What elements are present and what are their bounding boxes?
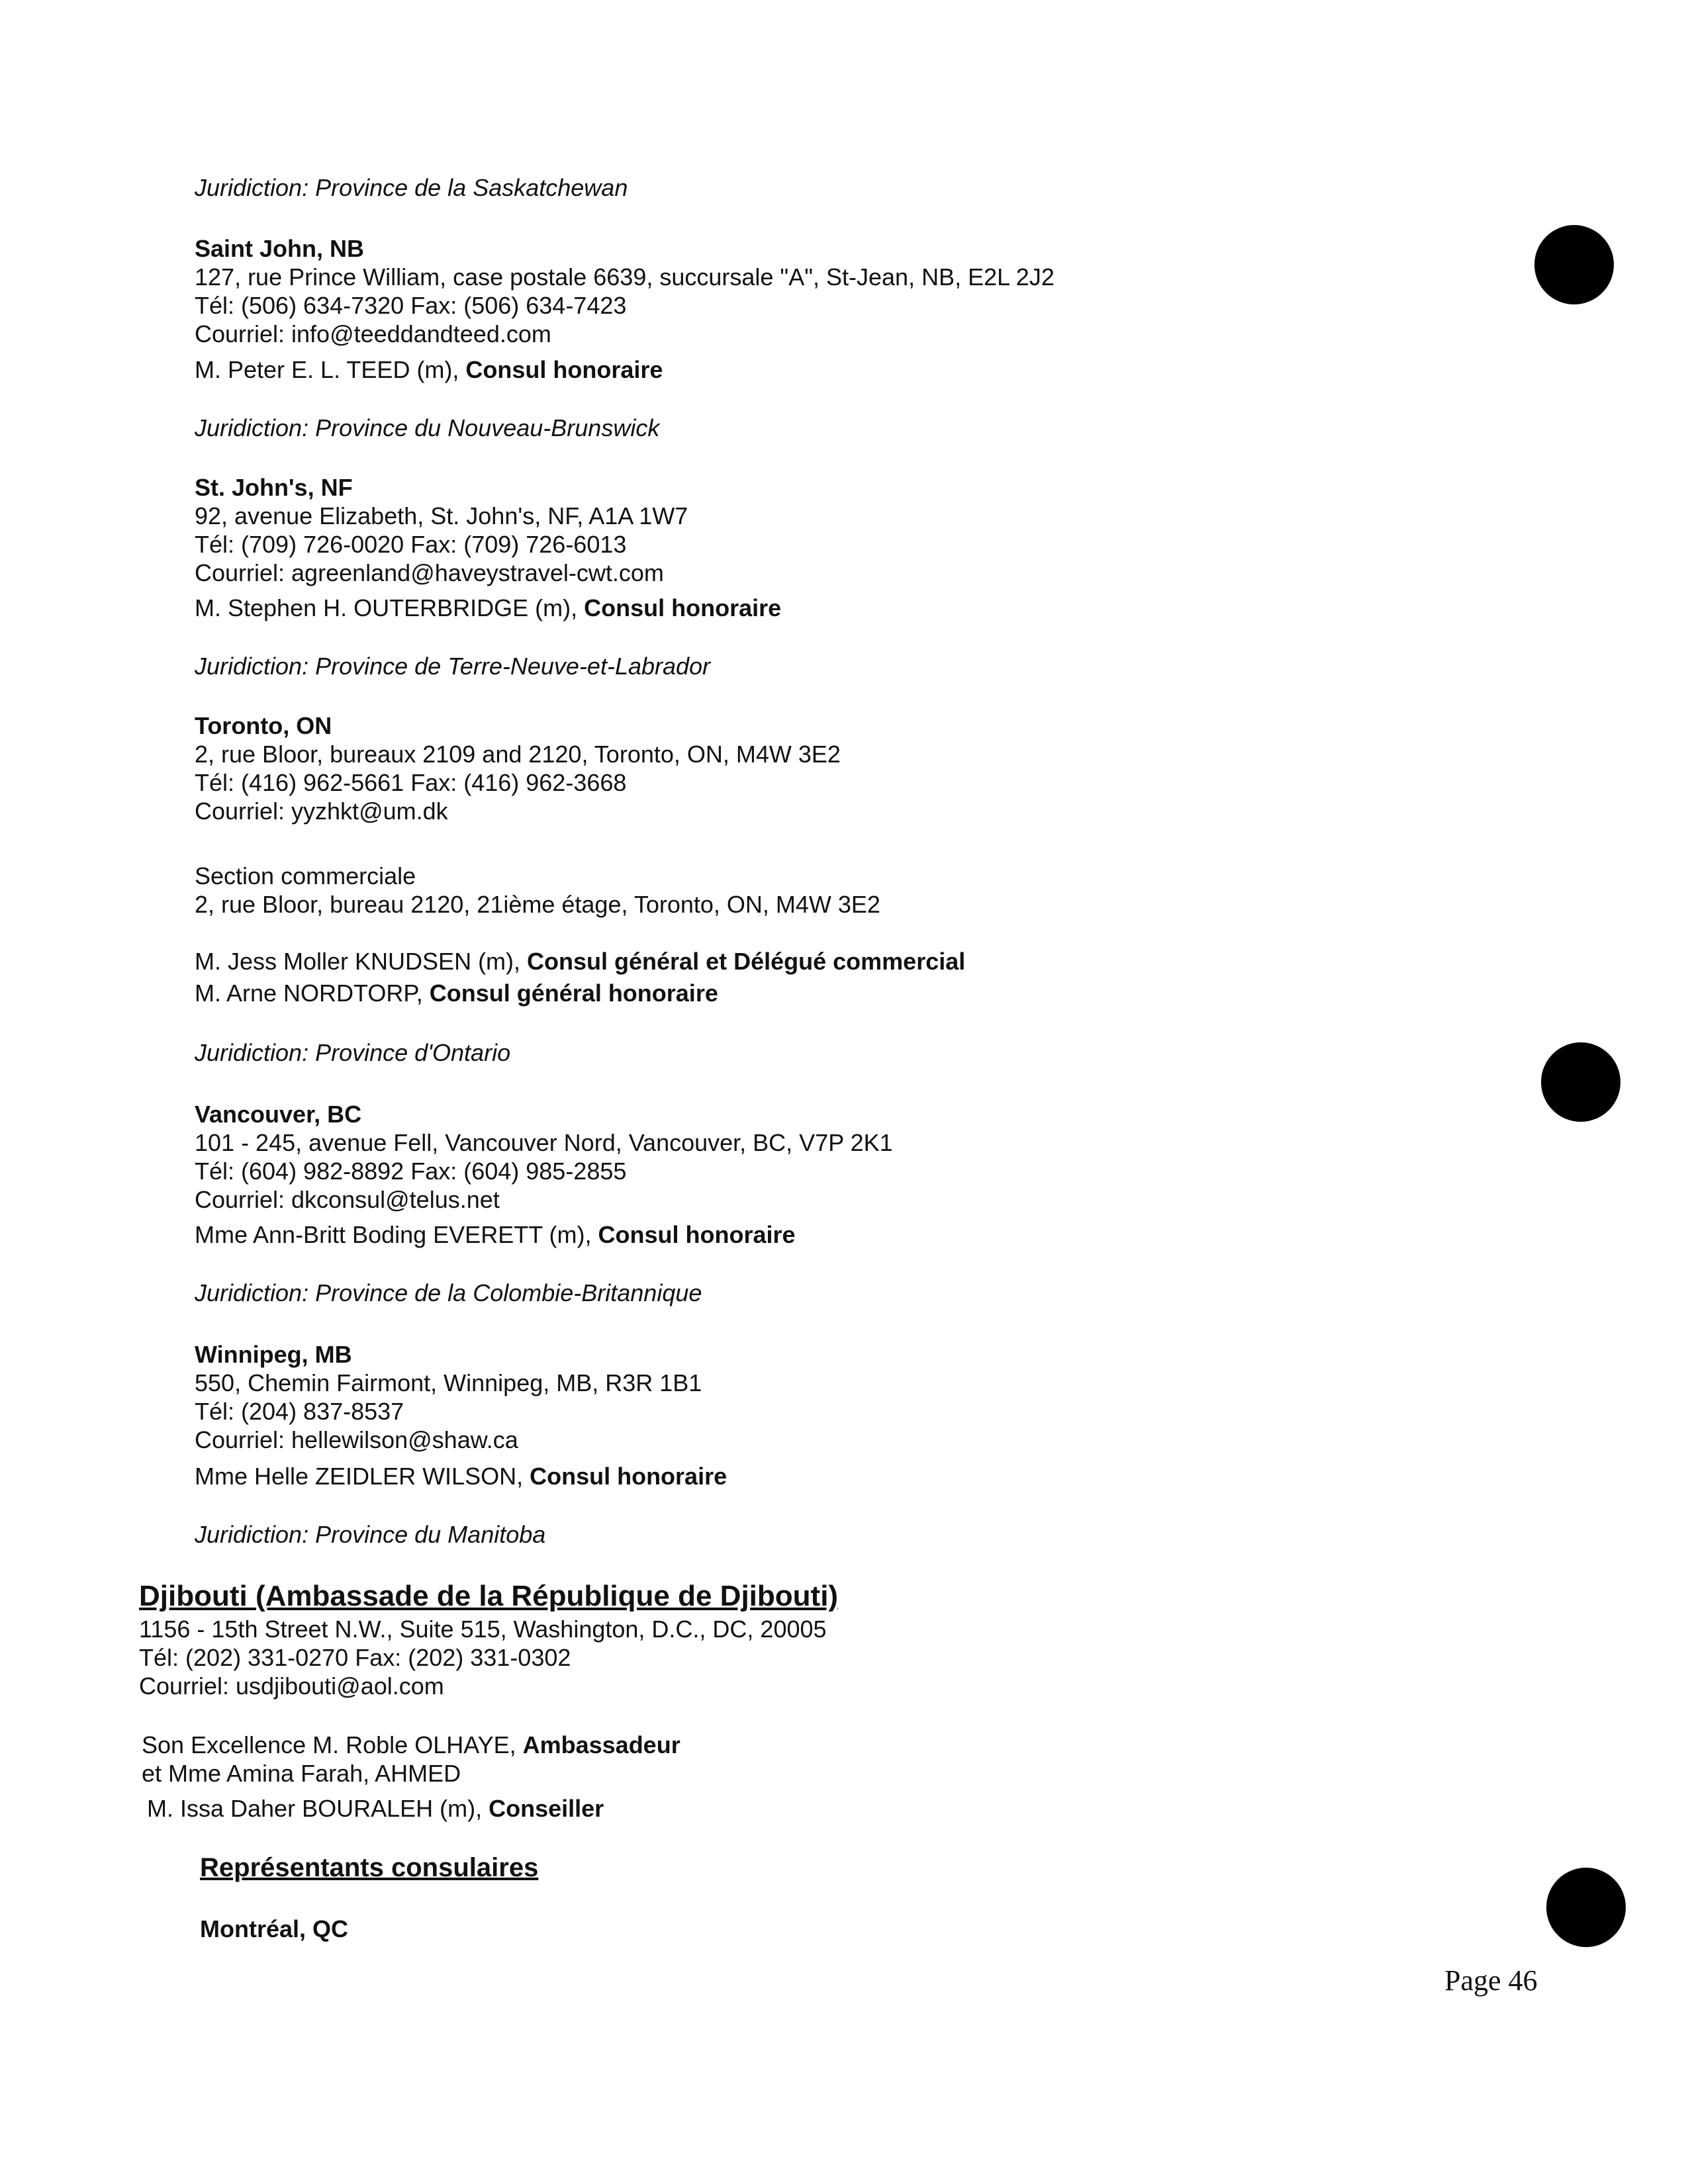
ambassador-title: Ambassadeur bbox=[522, 1731, 680, 1758]
email: Courriel: yyzhkt@um.dk bbox=[195, 797, 448, 825]
section-address: 2, rue Bloor, bureau 2120, 21ième étage, Toronto, ON, M4W 3E2 bbox=[195, 891, 880, 918]
person bbox=[195, 1462, 727, 1491]
page-number: Page 46 bbox=[1444, 1964, 1538, 1997]
phone-fax: Tél: (204) 837-8537 bbox=[195, 1398, 404, 1425]
address: 101 - 245, avenue Fell, Vancouver Nord, Vancouver, BC, V7P 2K1 bbox=[195, 1129, 893, 1156]
phone-fax: Tél: (202) 331-0270 Fax: (202) 331-0302 bbox=[139, 1644, 571, 1671]
person-name: Mme Ann-Britt Boding EVERETT (m), bbox=[195, 1221, 598, 1248]
person-name: M. Arne NORDTORP, bbox=[195, 979, 430, 1007]
jurisdiction: Juridiction: Province de la Colombie-Britannique bbox=[195, 1279, 702, 1306]
person bbox=[195, 1220, 796, 1250]
person-name: Mme Helle ZEIDLER WILSON, bbox=[195, 1463, 530, 1490]
person-name: M. Jess Moller KNUDSEN (m), bbox=[195, 948, 528, 975]
jurisdiction: Juridiction: Province du Manitoba bbox=[195, 1521, 546, 1548]
address: 550, Chemin Fairmont, Winnipeg, MB, R3R 1B1 bbox=[195, 1369, 702, 1396]
city-heading: Vancouver, BC bbox=[195, 1101, 362, 1128]
person bbox=[195, 979, 718, 1008]
person-title: Consul honoraire bbox=[584, 594, 782, 621]
email: Courriel: hellewilson@shaw.ca bbox=[195, 1426, 518, 1453]
address: 127, rue Prince William, case postale 6639, succursale "A", St-Jean, NB, E2L 2J2 bbox=[195, 263, 1055, 291]
city-heading: Montréal, QC bbox=[200, 1915, 349, 1942]
punch-hole bbox=[1534, 225, 1614, 304]
city-heading: Winnipeg, MB bbox=[195, 1341, 352, 1368]
phone-fax: Tél: (709) 726-0020 Fax: (709) 726-6013 bbox=[195, 531, 627, 558]
ambassador-name: Son Excellence M. Roble OLHAYE, bbox=[142, 1731, 523, 1758]
person-title: Consul général honoraire bbox=[429, 979, 718, 1007]
spouse: et Mme Amina Farah, AHMED bbox=[142, 1760, 461, 1787]
phone-fax: Tél: (604) 982-8892 Fax: (604) 985-2855 bbox=[195, 1158, 627, 1185]
jurisdiction: Juridiction: Province du Nouveau-Brunswick bbox=[195, 414, 660, 441]
city-heading: Saint John, NB bbox=[195, 235, 365, 262]
email: Courriel: info@teeddandteed.com bbox=[195, 320, 551, 347]
address: 1156 - 15th Street N.W., Suite 515, Washington, D.C., DC, 20005 bbox=[139, 1615, 827, 1643]
email: Courriel: dkconsul@telus.net bbox=[195, 1186, 500, 1213]
punch-hole bbox=[1541, 1042, 1620, 1122]
address: 92, avenue Elizabeth, St. John's, NF, A1A 1W7 bbox=[195, 502, 688, 529]
phone-fax: Tél: (416) 962-5661 Fax: (416) 962-3668 bbox=[195, 769, 627, 796]
address: 2, rue Bloor, bureaux 2109 and 2120, Toronto, ON, M4W 3E2 bbox=[195, 741, 841, 768]
counsellor-title: Conseiller bbox=[489, 1795, 604, 1822]
person bbox=[195, 947, 965, 976]
person bbox=[195, 355, 663, 385]
person-name: M. Stephen H. OUTERBRIDGE (m), bbox=[195, 594, 585, 621]
phone-fax: Tél: (506) 634-7320 Fax: (506) 634-7423 bbox=[195, 292, 627, 319]
counsellor-name: M. Issa Daher BOURALEH (m), bbox=[147, 1795, 489, 1822]
city-heading: Toronto, ON bbox=[195, 712, 332, 739]
person bbox=[195, 594, 781, 623]
counsellor bbox=[147, 1794, 604, 1823]
jurisdiction: Juridiction: Province de Terre-Neuve-et-Labrador bbox=[195, 653, 711, 680]
email: Courriel: agreenland@haveystravel-cwt.com bbox=[195, 559, 664, 586]
jurisdiction-saskatchewan: Juridiction: Province de la Saskatchewan bbox=[195, 174, 628, 201]
section-commerciale: Section commerciale bbox=[195, 862, 416, 889]
email: Courriel: usdjibouti@aol.com bbox=[139, 1672, 444, 1700]
city-heading: St. John's, NF bbox=[195, 474, 353, 501]
punch-hole bbox=[1546, 1868, 1626, 1947]
ambassador bbox=[142, 1731, 680, 1760]
person-title: Consul général et Délégué commercial bbox=[527, 948, 966, 975]
person-name: M. Peter E. L. TEED (m), bbox=[195, 356, 466, 383]
consular-representatives-heading: Représentants consulaires bbox=[200, 1853, 539, 1882]
person-title: Consul honoraire bbox=[465, 356, 663, 383]
jurisdiction: Juridiction: Province d'Ontario bbox=[195, 1039, 511, 1066]
country-heading: Djibouti (Ambassade de la République de Djibouti) bbox=[139, 1580, 839, 1612]
person-title: Consul honoraire bbox=[598, 1221, 796, 1248]
person-title: Consul honoraire bbox=[530, 1463, 727, 1490]
